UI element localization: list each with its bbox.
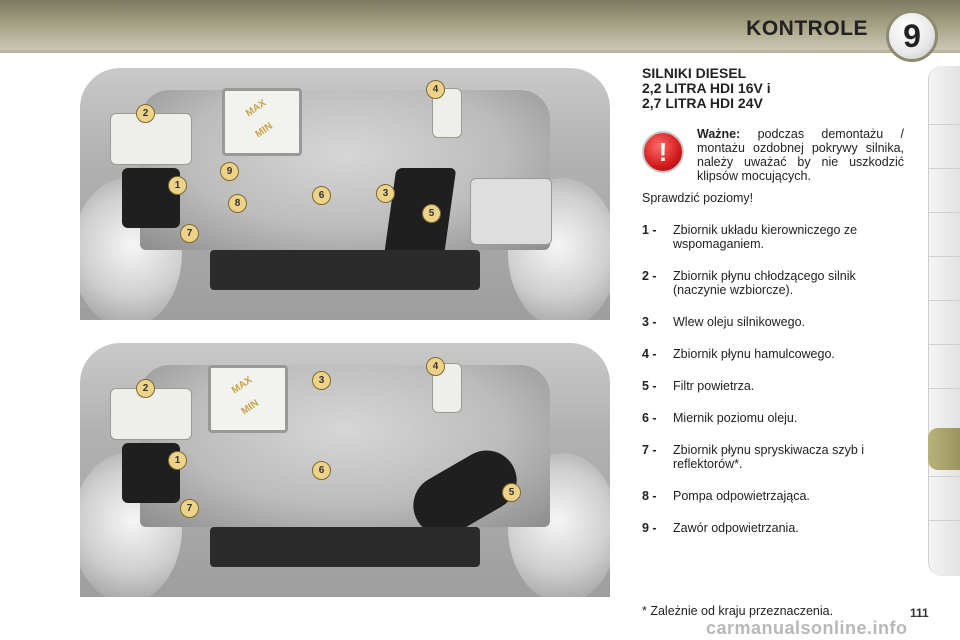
watermark: carmanualsonline.info	[706, 618, 908, 638]
item-text: Pompa odpowietrzająca.	[673, 489, 810, 503]
list-item	[642, 223, 904, 251]
marker-9: 9	[220, 162, 239, 181]
chapter-tabs	[928, 66, 960, 576]
engine-bay-photo-bottom	[80, 343, 610, 597]
list-item	[642, 269, 904, 297]
radiator-shroud	[210, 527, 480, 567]
item-number: 8 -	[642, 489, 657, 503]
marker-7: 7	[180, 499, 199, 518]
component-list	[642, 223, 904, 535]
marker-2: 2	[136, 379, 155, 398]
min-label: MIN	[253, 120, 275, 141]
list-item	[642, 411, 904, 425]
marker-2: 2	[136, 104, 155, 123]
item-text: Filtr powietrza.	[673, 379, 755, 393]
item-text: Wlew oleju silnikowego.	[673, 315, 806, 329]
footnote: * Zależnie od kraju przeznaczenia.	[642, 604, 834, 618]
list-item	[642, 347, 904, 361]
item-text: Zbiornik płynu spryskiwacza szyb i reflektorów*.	[673, 443, 865, 471]
exclamation-icon: !	[642, 131, 684, 173]
item-number: 3 -	[642, 315, 657, 329]
marker-6: 6	[312, 461, 331, 480]
marker-1: 1	[168, 176, 187, 195]
level-inset	[222, 88, 302, 156]
item-text: Zbiornik płynu chłodzącego silnik (naczynie wzbiorcze).	[673, 269, 856, 297]
min-label: MIN	[239, 397, 261, 418]
item-number: 5 -	[642, 379, 657, 393]
marker-5: 5	[502, 483, 521, 502]
marker-8: 8	[228, 194, 247, 213]
item-text: Zbiornik płynu hamulcowego.	[673, 347, 835, 361]
engine-bay-photo-top	[80, 68, 610, 320]
max-label: MAX	[243, 97, 269, 120]
chapter-tab-active[interactable]	[928, 428, 960, 470]
item-text: Zawór odpowietrzania.	[673, 521, 799, 535]
item-number: 9 -	[642, 521, 657, 535]
list-item	[642, 521, 904, 535]
marker-4: 4	[426, 80, 445, 99]
section-title-line-1: SILNIKI DIESEL	[642, 65, 747, 81]
list-item	[642, 315, 904, 329]
item-number: 7 -	[642, 443, 657, 457]
header-divider	[0, 50, 960, 53]
warning-bold-label: Ważne:	[697, 127, 741, 141]
page-header	[0, 0, 960, 62]
list-item	[642, 443, 904, 471]
level-inset	[208, 365, 288, 433]
chapter-title: KONTROLE	[746, 17, 868, 40]
radiator-shroud	[210, 250, 480, 290]
marker-6: 6	[312, 186, 331, 205]
section-title-line-2: 2,2 LITRA HDI 16V i	[642, 80, 771, 96]
section-title-line-3: 2,7 LITRA HDI 24V	[642, 95, 763, 111]
marker-3: 3	[376, 184, 395, 203]
item-text: Zbiornik układu kierowniczego ze wspomaganiem.	[673, 223, 858, 251]
warning-note	[642, 127, 904, 183]
page-number: 111	[910, 606, 929, 620]
item-number: 4 -	[642, 347, 657, 361]
marker-1: 1	[168, 451, 187, 470]
engine-cover	[470, 178, 552, 245]
marker-4: 4	[426, 357, 445, 376]
max-label: MAX	[229, 374, 255, 397]
item-number: 6 -	[642, 411, 657, 425]
section-title	[642, 66, 904, 111]
list-item	[642, 379, 904, 393]
marker-5: 5	[422, 204, 441, 223]
item-number: 2 -	[642, 269, 657, 283]
text-column	[642, 66, 904, 535]
air-filter	[384, 168, 457, 258]
list-item	[642, 489, 904, 503]
item-text: Miernik poziomu oleju.	[673, 411, 798, 425]
marker-7: 7	[180, 224, 199, 243]
warning-body: podczas demontażu / montażu ozdobnej pokrywy silnika, należy uważać by nie uszkodzić klipsów mocujących.	[697, 127, 904, 183]
chapter-number-badge: 9	[886, 10, 938, 62]
check-levels-instruction: Sprawdzić poziomy!	[642, 191, 754, 205]
marker-3: 3	[312, 371, 331, 390]
item-number: 1 -	[642, 223, 657, 237]
